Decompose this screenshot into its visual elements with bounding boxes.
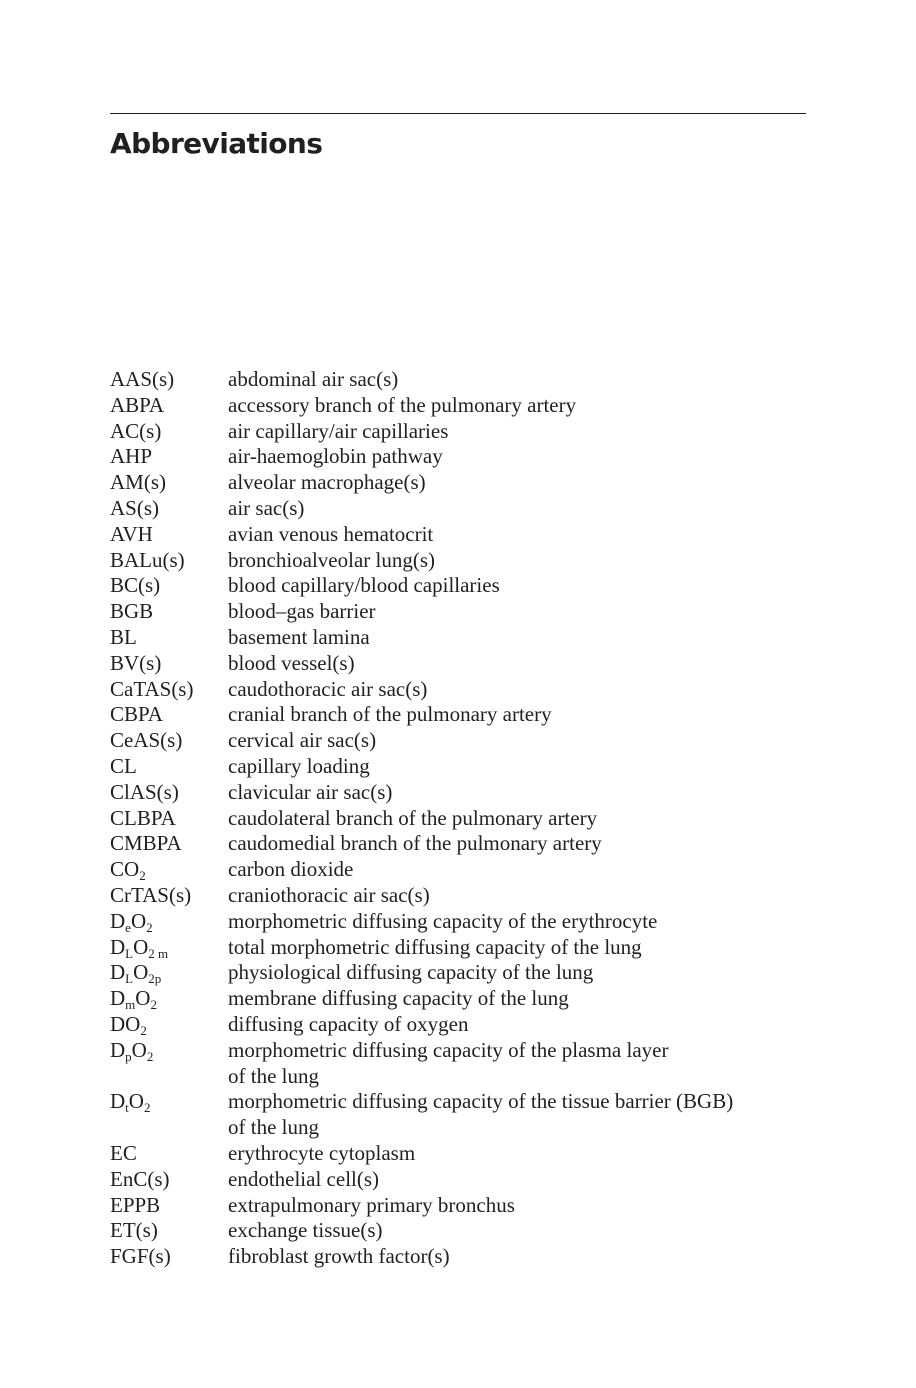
abbreviation-term	[110, 367, 228, 393]
term-text: D	[110, 1037, 126, 1062]
term-subscript: p	[125, 1048, 132, 1064]
term-subscript: 2 m	[148, 945, 169, 961]
term-text: ClAS(s)	[110, 779, 179, 804]
abbreviation-term	[110, 883, 228, 909]
abbreviation-row	[110, 1193, 810, 1219]
term-text: ABPA	[110, 392, 165, 417]
term-subscript: 2	[150, 997, 157, 1013]
term-subscript: 2	[146, 919, 153, 935]
term-text: CL	[110, 753, 137, 778]
term-text: O	[128, 1089, 144, 1114]
term-text: CBPA	[110, 702, 163, 727]
abbreviation-row	[110, 470, 810, 496]
abbreviation-term	[110, 1167, 228, 1193]
abbreviation-term	[110, 728, 228, 754]
abbreviation-term	[110, 831, 228, 857]
abbreviation-definition: blood–gas barrier	[228, 599, 376, 624]
term-subscript: t	[125, 1100, 129, 1116]
term-text: BL	[110, 624, 137, 649]
term-subscript: 2	[143, 1100, 151, 1116]
term-text: EPPB	[110, 1192, 161, 1217]
abbreviation-term	[110, 444, 228, 470]
abbreviation-definition: bronchioalveolar lung(s)	[228, 547, 436, 572]
abbreviation-row	[110, 986, 810, 1012]
term-text: D	[110, 960, 126, 985]
abbreviation-definition: air-haemoglobin pathway	[228, 444, 443, 469]
term-text: CMBPA	[110, 831, 182, 856]
term-text: CrTAS(s)	[110, 882, 192, 907]
abbreviation-term	[110, 1244, 228, 1270]
term-subscript: L	[125, 945, 134, 961]
abbreviation-row	[110, 780, 810, 806]
abbreviation-row	[110, 728, 810, 754]
abbreviation-term	[110, 986, 228, 1012]
term-text: O	[133, 934, 149, 959]
abbreviation-row	[110, 677, 810, 703]
abbreviation-term	[110, 857, 228, 883]
abbreviation-term	[110, 599, 228, 625]
abbreviation-row	[110, 573, 810, 599]
abbreviation-term	[110, 702, 228, 728]
page-title: Abbreviations	[110, 127, 323, 160]
term-subscript: m	[125, 997, 136, 1013]
abbreviation-row	[110, 393, 810, 419]
abbreviation-row	[110, 1218, 810, 1244]
term-text: BV(s)	[110, 650, 162, 675]
abbreviation-row	[110, 496, 810, 522]
abbreviation-definition: craniothoracic air sac(s)	[228, 882, 430, 907]
abbreviation-row	[110, 522, 810, 548]
term-text: ET(s)	[110, 1218, 158, 1243]
abbreviation-definition: abdominal air sac(s)	[228, 367, 399, 391]
abbreviation-row	[110, 1012, 810, 1038]
abbreviation-term	[110, 496, 228, 522]
abbreviation-term	[110, 1141, 228, 1167]
term-text: BALu(s)	[110, 547, 185, 572]
term-text: CeAS(s)	[110, 728, 183, 753]
term-subscript: 2	[139, 868, 146, 884]
abbreviation-definition: morphometric diffusing capacity of the erythrocyte	[228, 908, 658, 933]
term-text: CaTAS(s)	[110, 676, 194, 701]
term-text: D	[110, 934, 126, 959]
abbreviation-definition: blood capillary/blood capillaries	[228, 573, 500, 598]
abbreviation-definition: carbon dioxide	[228, 857, 354, 882]
abbreviation-definition: endothelial cell(s)	[228, 1166, 380, 1191]
abbreviation-definition: morphometric diffusing capacity of the plasma layer of the lung	[228, 1037, 669, 1088]
abbreviation-definition: membrane diffusing capacity of the lung	[228, 986, 569, 1011]
abbreviation-definition: caudothoracic air sac(s)	[228, 676, 428, 701]
abbreviation-row	[110, 367, 810, 393]
term-text: AM(s)	[110, 470, 166, 495]
abbreviation-list	[110, 367, 810, 1270]
abbreviation-term	[110, 651, 228, 677]
abbreviation-definition: exchange tissue(s)	[228, 1218, 383, 1243]
term-text: O	[131, 1037, 147, 1062]
term-text: BGB	[110, 599, 154, 624]
term-text: AHP	[110, 444, 153, 469]
abbreviation-definition: clavicular air sac(s)	[228, 779, 393, 804]
abbreviation-row	[110, 935, 810, 961]
abbreviation-definition: extrapulmonary primary bronchus	[228, 1192, 515, 1217]
abbreviation-term	[110, 806, 228, 832]
abbreviation-term	[110, 573, 228, 599]
abbreviation-row	[110, 419, 810, 445]
abbreviation-row	[110, 1141, 810, 1167]
abbreviation-definition: accessory branch of the pulmonary artery	[228, 392, 577, 417]
term-text: O	[130, 908, 147, 933]
abbreviation-definition: capillary loading	[228, 753, 370, 778]
abbreviation-row	[110, 1038, 810, 1090]
abbreviation-term	[110, 522, 228, 548]
abbreviation-term	[110, 1012, 228, 1038]
abbreviation-definition: blood vessel(s)	[228, 650, 355, 675]
abbreviation-row	[110, 960, 810, 986]
abbreviation-term	[110, 419, 228, 445]
term-text: CLBPA	[110, 805, 176, 830]
abbreviation-definition: caudolateral branch of the pulmonary artery	[228, 805, 598, 830]
abbreviation-definition: erythrocyte cytoplasm	[228, 1140, 416, 1165]
abbreviation-definition: cervical air sac(s)	[228, 728, 377, 753]
term-text: AC(s)	[110, 418, 162, 443]
term-text: EC	[110, 1140, 137, 1165]
abbreviation-definition: air capillary/air capillaries	[228, 418, 449, 443]
abbreviation-term	[110, 780, 228, 806]
abbreviation-row	[110, 857, 810, 883]
term-text: D	[110, 908, 126, 933]
abbreviation-term	[110, 1218, 228, 1244]
abbreviation-definition: alveolar macrophage(s)	[228, 470, 426, 495]
term-subscript: 2	[140, 1022, 147, 1038]
abbreviation-term	[110, 754, 228, 780]
abbreviation-row	[110, 444, 810, 470]
abbreviation-row	[110, 883, 810, 909]
abbreviation-definition: basement lamina	[228, 624, 370, 649]
abbreviation-row	[110, 1167, 810, 1193]
abbreviation-term	[110, 909, 228, 935]
abbreviation-definition: diffusing capacity of oxygen	[228, 1011, 469, 1036]
abbreviation-term	[110, 548, 228, 574]
abbreviation-row	[110, 909, 810, 935]
abbreviation-row	[110, 1089, 810, 1141]
abbreviation-row	[110, 548, 810, 574]
term-text: FGF(s)	[110, 1244, 171, 1269]
term-text: D	[110, 986, 126, 1011]
abbreviation-term	[110, 625, 228, 651]
abbreviation-definition: avian venous hematocrit	[228, 521, 434, 546]
term-subscript: 2	[146, 1048, 154, 1064]
abbreviation-term	[110, 470, 228, 496]
abbreviation-term	[110, 1038, 228, 1064]
abbreviation-term	[110, 1089, 228, 1115]
abbreviation-row	[110, 754, 810, 780]
term-subscript: e	[125, 919, 131, 935]
term-text: CO	[110, 857, 140, 882]
abbreviation-row	[110, 651, 810, 677]
abbreviation-definition: caudomedial branch of the pulmonary artery	[228, 831, 602, 856]
abbreviation-definition: morphometric diffusing capacity of the tissue barrier (BGB) of the lung	[228, 1089, 734, 1140]
abbreviation-term	[110, 1193, 228, 1219]
term-subscript: 2p	[148, 971, 162, 987]
abbreviation-term	[110, 677, 228, 703]
abbreviation-definition: air sac(s)	[228, 495, 305, 520]
abbreviation-definition: physiological diffusing capacity of the lung	[228, 960, 594, 985]
term-text: O	[135, 986, 151, 1011]
abbreviation-row	[110, 831, 810, 857]
abbreviation-row	[110, 1244, 810, 1270]
term-subscript: L	[125, 971, 134, 987]
abbreviation-definition: total morphometric diffusing capacity of the lung	[228, 934, 642, 959]
abbreviation-definition: fibroblast growth factor(s)	[228, 1244, 450, 1269]
abbreviation-term	[110, 393, 228, 419]
term-text: D	[110, 1089, 126, 1114]
term-text: EnC(s)	[110, 1166, 170, 1191]
abbreviation-row	[110, 625, 810, 651]
abbreviation-row	[110, 806, 810, 832]
abbreviation-definition: cranial branch of the pulmonary artery	[228, 702, 552, 727]
header-rule	[110, 113, 806, 114]
abbreviation-row	[110, 599, 810, 625]
term-text: DO	[110, 1011, 141, 1036]
abbreviation-row	[110, 702, 810, 728]
term-text: AS(s)	[110, 495, 160, 520]
term-text: AAS(s)	[110, 367, 175, 391]
abbreviation-term	[110, 935, 228, 961]
abbreviation-term	[110, 960, 228, 986]
term-text: AVH	[110, 521, 153, 546]
term-text: O	[133, 960, 149, 985]
term-text: BC(s)	[110, 573, 161, 598]
